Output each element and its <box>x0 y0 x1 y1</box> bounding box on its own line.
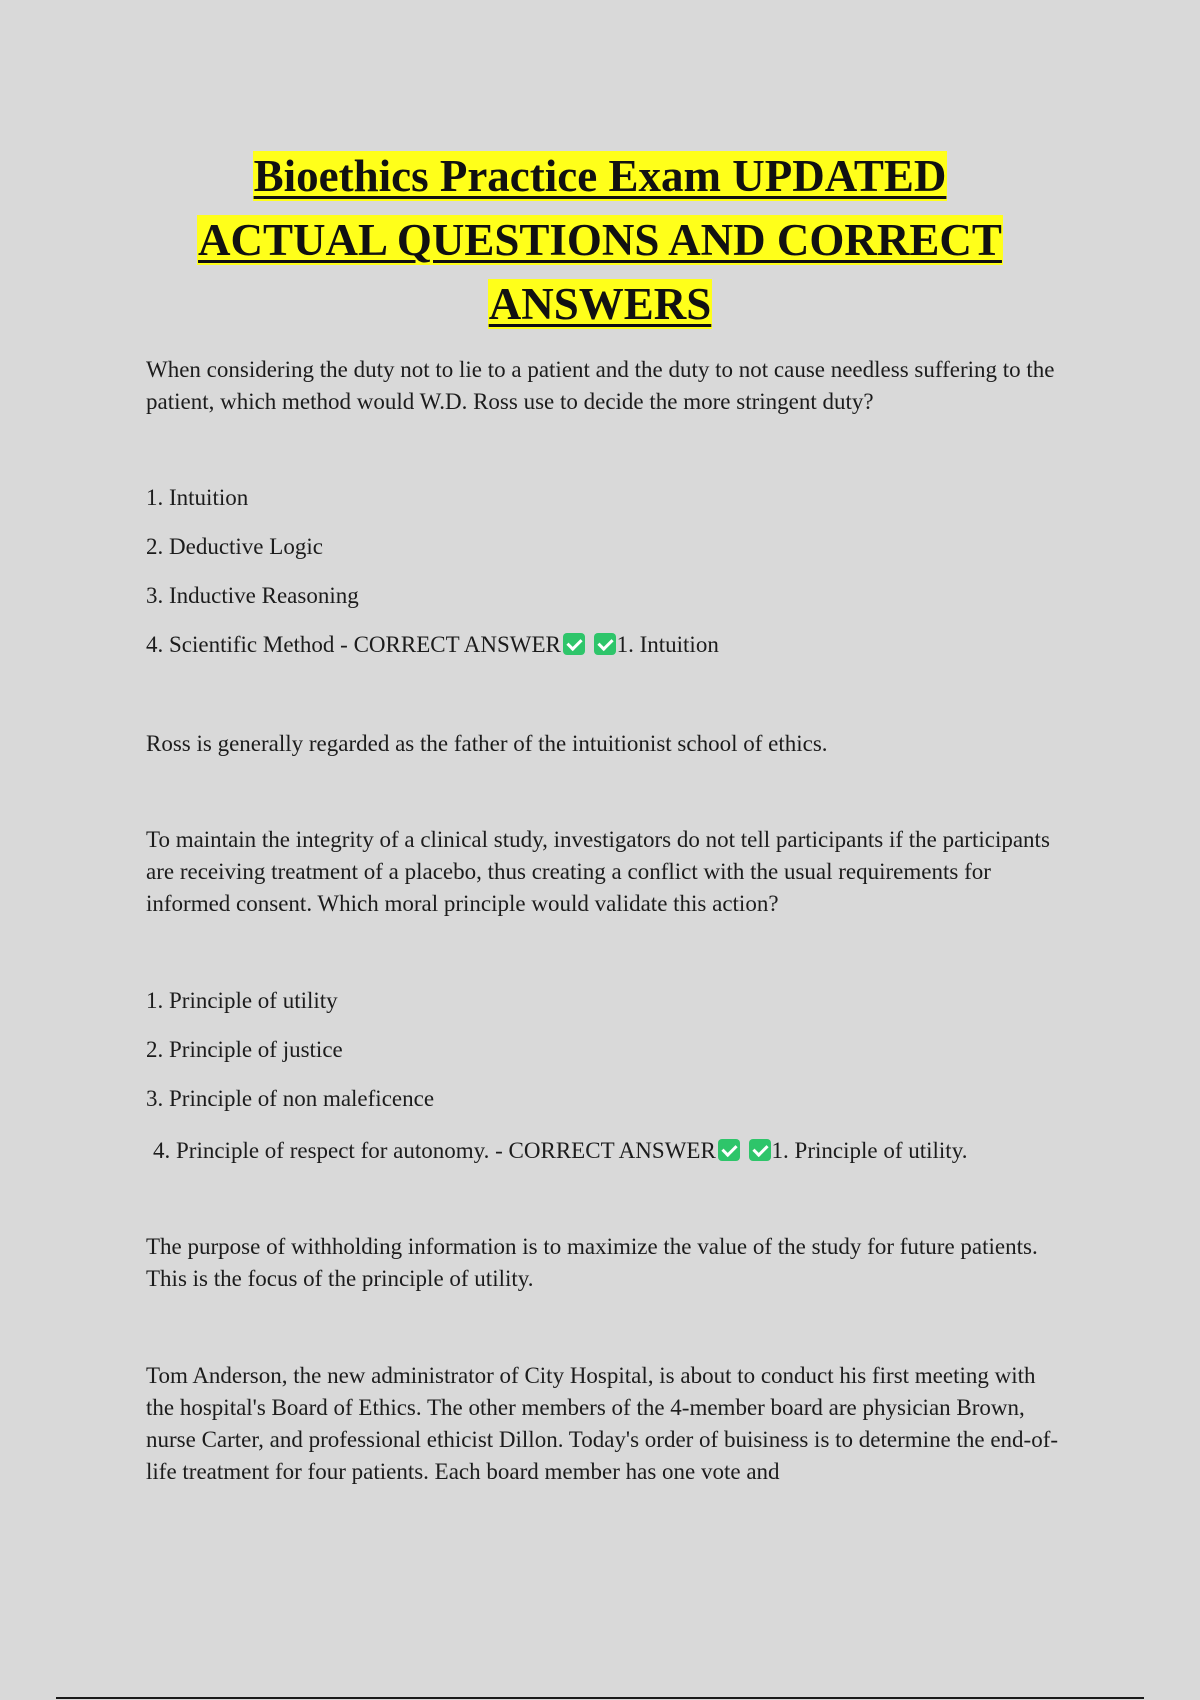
question-1-option-4: 4. Scientific Method - CORRECT ANSWER <box>146 632 561 657</box>
title-line-2: ACTUAL QUESTIONS AND CORRECT <box>198 215 1002 265</box>
check-mark-icon <box>563 633 585 655</box>
title-line-1: Bioethics Practice Exam UPDATED <box>253 151 947 201</box>
title-line-3: ANSWERS <box>488 279 712 329</box>
question-1-explanation: Ross is generally regarded as the father of the intuitionist school of ethics. <box>146 731 828 756</box>
question-2-answer: 1. Principle of utility. <box>771 1138 968 1163</box>
question-1-option-3: 3. Inductive Reasoning <box>146 583 359 608</box>
document-title <box>120 144 1080 336</box>
question-2-option-2: 2. Principle of justice <box>146 1037 343 1062</box>
question-2-explanation: The purpose of withholding information is to maximize the value of the study for future patients. This is the focus of the principle of utility. <box>146 1234 1038 1291</box>
question-3-text: Tom Anderson, the new administrator of City Hospital, is about to conduct his first meeting with the hospital's Board of Ethics. The other members of the 4-member board are physician Brown, nurse Carter, and professional ethicist Dillon. Today's order of buisiness is to determine the end-of-life treatment for four patients. Each board member has one vote and <box>146 1363 1059 1484</box>
question-2-answer-line <box>146 1135 1066 1167</box>
footer-divider <box>56 1697 1144 1699</box>
question-1-answer-line <box>146 629 1066 661</box>
check-mark-icon <box>749 1139 771 1161</box>
check-mark-icon <box>594 633 616 655</box>
document-body <box>146 354 1066 1488</box>
question-1-option-2: 2. Deductive Logic <box>146 534 323 559</box>
question-2-option-1: 1. Principle of utility <box>146 988 338 1013</box>
question-2-option-3: 3. Principle of non maleficence <box>146 1086 435 1111</box>
question-1-text: When considering the duty not to lie to a patient and the duty to not cause needless suffering to the patient, which method would W.D. Ross use to decide the more stringent duty? <box>146 357 1055 414</box>
question-2-option-4: 4. Principle of respect for autonomy. - CORRECT ANSWER <box>153 1138 716 1163</box>
question-1-option-1: 1. Intuition <box>146 485 249 510</box>
question-1-answer: 1. Intuition <box>616 632 719 657</box>
question-2-text: To maintain the integrity of a clinical study, investigators do not tell participants if the participants are receiving treatment of a placebo, thus creating a conflict with the usual requirements for informed consent. Which moral principle would validate this action? <box>146 827 1050 916</box>
check-mark-icon <box>718 1139 740 1161</box>
